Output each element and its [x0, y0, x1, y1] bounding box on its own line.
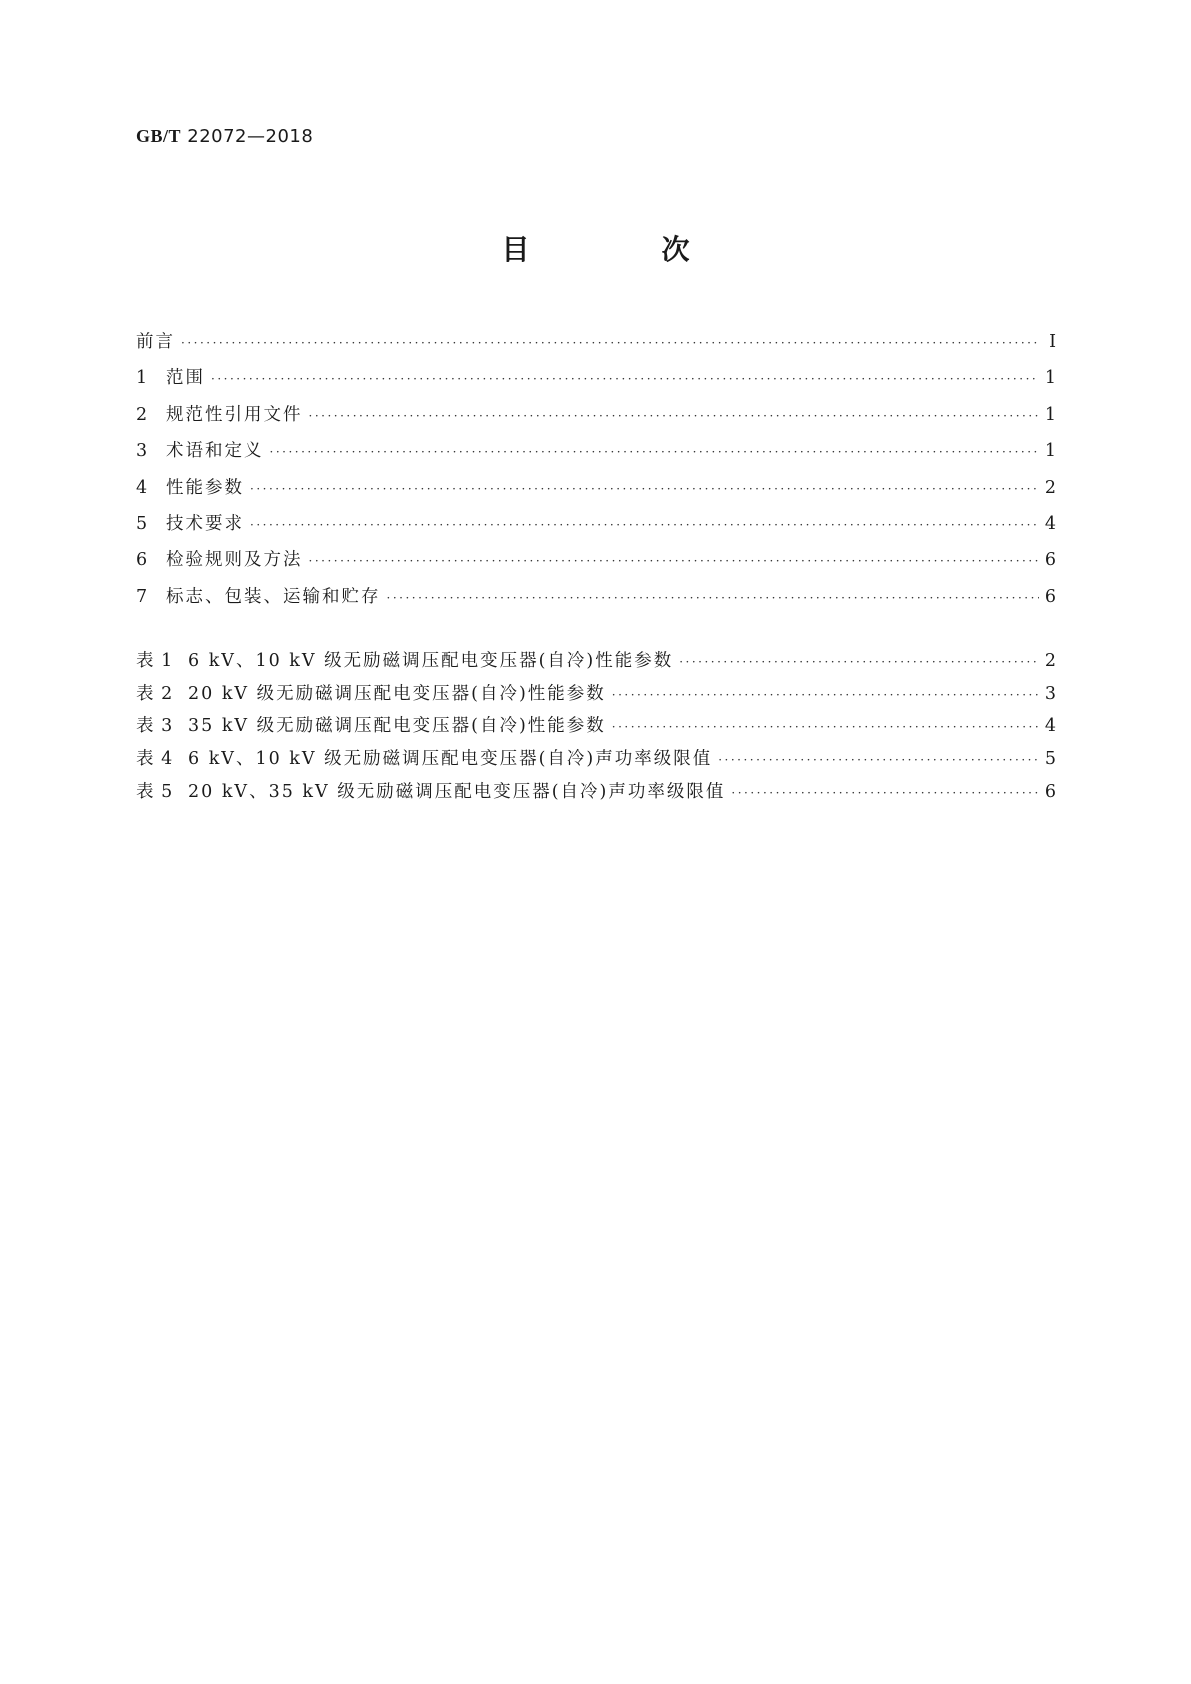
toc-table-list — [136, 647, 1056, 810]
toc-title: 目 次 — [501, 233, 742, 266]
toc-table-number: 表 1 — [136, 651, 174, 671]
toc-leader-dots — [718, 754, 1039, 766]
toc-entry-label: 标志、包装、运输和贮存 — [166, 586, 381, 607]
toc-entry-label: 性能参数 — [166, 477, 244, 498]
toc-table-page: 5 — [1044, 749, 1056, 770]
toc-leader-dots — [731, 787, 1038, 799]
toc-entry-page: 6 — [1044, 586, 1056, 607]
toc-entry-page: 2 — [1044, 477, 1056, 498]
toc-table-entry-1[interactable] — [136, 647, 1056, 680]
toc-entry-7[interactable] — [136, 583, 1056, 619]
toc-entry-number: 3 — [136, 441, 148, 462]
toc-table-label: 20 kV 级无励磁调压配电变压器(自冷)性能参数 — [188, 683, 606, 704]
toc-leader-dots — [211, 373, 1039, 385]
toc-entry-number: 1 — [136, 368, 148, 389]
toc-entry-label: 前言 — [136, 332, 175, 352]
toc-table-label: 20 kV、35 kV 级无励磁调压配电变压器(自冷)声功率级限值 — [188, 781, 726, 802]
toc-table-page: 3 — [1044, 683, 1056, 704]
toc-table-entry-2[interactable] — [136, 680, 1056, 713]
toc-entry-2[interactable] — [136, 401, 1056, 437]
toc-leader-dots — [387, 592, 1039, 604]
toc-table-entry-4[interactable] — [136, 745, 1056, 778]
toc-table-label: 35 kV 级无励磁调压配电变压器(自冷)性能参数 — [188, 716, 606, 737]
toc-entry-page: 4 — [1044, 513, 1056, 534]
toc-entry-number: 7 — [136, 586, 148, 607]
toc-table-number: 表 4 — [136, 749, 174, 770]
toc-entry-preface[interactable] — [136, 328, 1056, 364]
toc-entry-number: 4 — [136, 477, 148, 498]
standard-prefix: GB/T — [136, 126, 182, 146]
toc-table-page: 2 — [1044, 651, 1056, 671]
toc-leader-dots — [309, 410, 1039, 422]
toc-entry-page: 1 — [1044, 404, 1056, 425]
toc-leader-dots — [309, 555, 1039, 567]
toc-entry-label: 范围 — [166, 368, 205, 389]
toc-leader-dots — [250, 519, 1039, 531]
toc-table-entry-3[interactable] — [136, 712, 1056, 745]
toc-entry-5[interactable] — [136, 510, 1056, 546]
toc-entry-number: 2 — [136, 404, 148, 425]
toc-leader-dots — [270, 446, 1039, 458]
toc-entry-number: 5 — [136, 513, 148, 534]
toc-entry-page: 1 — [1044, 441, 1056, 462]
toc-table-label: 6 kV、10 kV 级无励磁调压配电变压器(自冷)声功率级限值 — [188, 749, 713, 770]
toc-entry-label: 术语和定义 — [166, 441, 264, 462]
standard-code — [136, 126, 313, 147]
toc-entry-label: 规范性引用文件 — [166, 404, 303, 425]
toc-table-entry-5[interactable] — [136, 778, 1056, 811]
toc-table-number: 表 2 — [136, 683, 174, 704]
toc-table-label: 6 kV、10 kV 级无励磁调压配电变压器(自冷)性能参数 — [188, 651, 674, 671]
toc-entry-6[interactable] — [136, 546, 1056, 582]
toc-entry-page: 1 — [1044, 368, 1056, 389]
toc-entry-page: Ⅰ — [1049, 332, 1056, 352]
toc-leader-dots — [250, 483, 1039, 495]
toc-leader-dots — [612, 721, 1039, 733]
toc-entry-3[interactable] — [136, 437, 1056, 473]
toc-table-number: 表 5 — [136, 781, 174, 802]
toc-leader-dots — [612, 689, 1039, 701]
toc-section-list — [136, 328, 1056, 619]
toc-entry-4[interactable] — [136, 474, 1056, 510]
toc-entry-number: 6 — [136, 550, 148, 571]
toc-entry-label: 检验规则及方法 — [166, 550, 303, 571]
toc-entry-1[interactable] — [136, 364, 1056, 400]
toc-leader-dots — [181, 337, 1040, 349]
toc-table-number: 表 3 — [136, 716, 174, 737]
toc-table-page: 4 — [1044, 716, 1056, 737]
standard-number: 22072—2018 — [187, 126, 314, 147]
toc-table-page: 6 — [1044, 781, 1056, 802]
toc-leader-dots — [679, 656, 1039, 668]
toc-entry-label: 技术要求 — [166, 513, 244, 534]
toc-entry-page: 6 — [1044, 550, 1056, 571]
